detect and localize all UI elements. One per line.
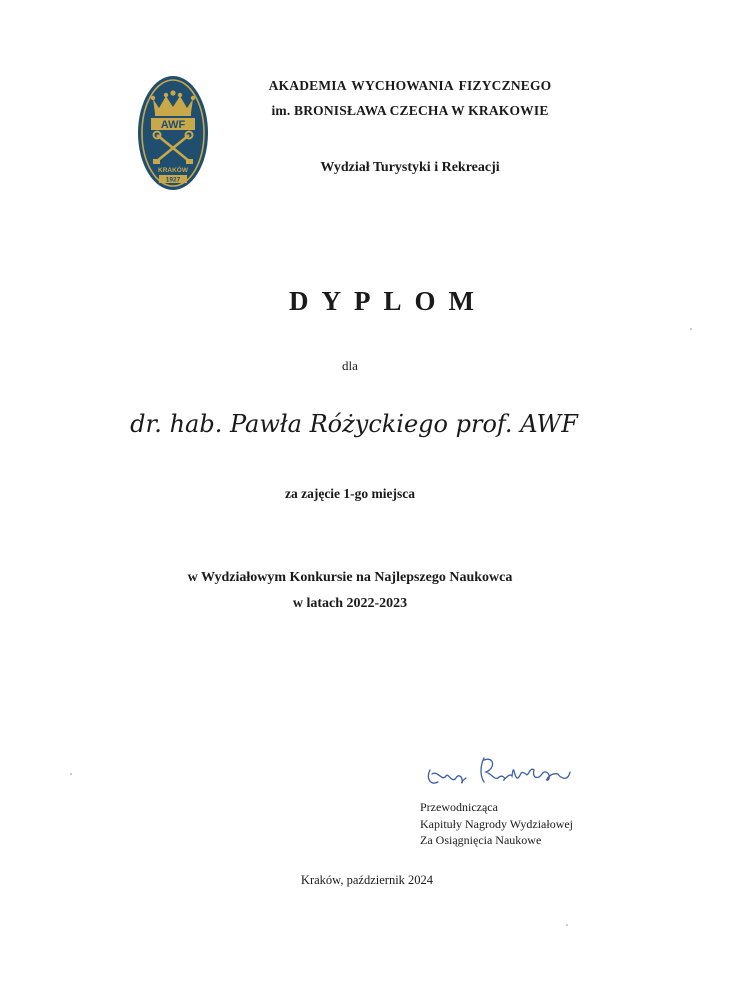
diploma-title: DYPLOM — [289, 286, 487, 316]
signatory-committee-sub: Za Osiągnięcia Naukowe — [420, 833, 542, 847]
scan-speck — [566, 924, 568, 926]
university-name: AKADEMIA WYCHOWANIA FIZYCZNEGO — [268, 78, 552, 93]
scan-speck — [690, 328, 692, 330]
signatory-title — [420, 799, 573, 849]
achievement-text: za zajęcie 1-go miejsca — [284, 486, 416, 501]
signatory-role: Przewodnicząca — [420, 800, 498, 814]
signatory-committee: Kapituły Nagrody Wydziałowej — [420, 816, 574, 831]
logo-awf-text: AWF — [160, 119, 186, 131]
contest-name: w Wydziałowym Konkursie na Najlepszego Naukowca — [187, 570, 513, 585]
university-patron: im. BRONISŁAWA CZECHA W KRAKOWIE — [271, 103, 549, 118]
faculty-name: Wydział Turystyki i Rekreacji — [320, 160, 500, 175]
for-label: dla — [342, 358, 358, 373]
recipient-name: dr. hab. Pawła Różyckiego prof. AWF — [130, 410, 578, 438]
contest-years: w latach 2022-2023 — [292, 596, 408, 611]
place-and-date: Kraków, październik 2024 — [300, 873, 434, 887]
logo-year-text: 1927 — [165, 176, 181, 184]
logo-city-text: KRAKÓW — [158, 167, 188, 174]
awf-logo-icon — [137, 75, 209, 191]
handwritten-signature — [422, 752, 582, 792]
scan-speck — [70, 773, 72, 775]
